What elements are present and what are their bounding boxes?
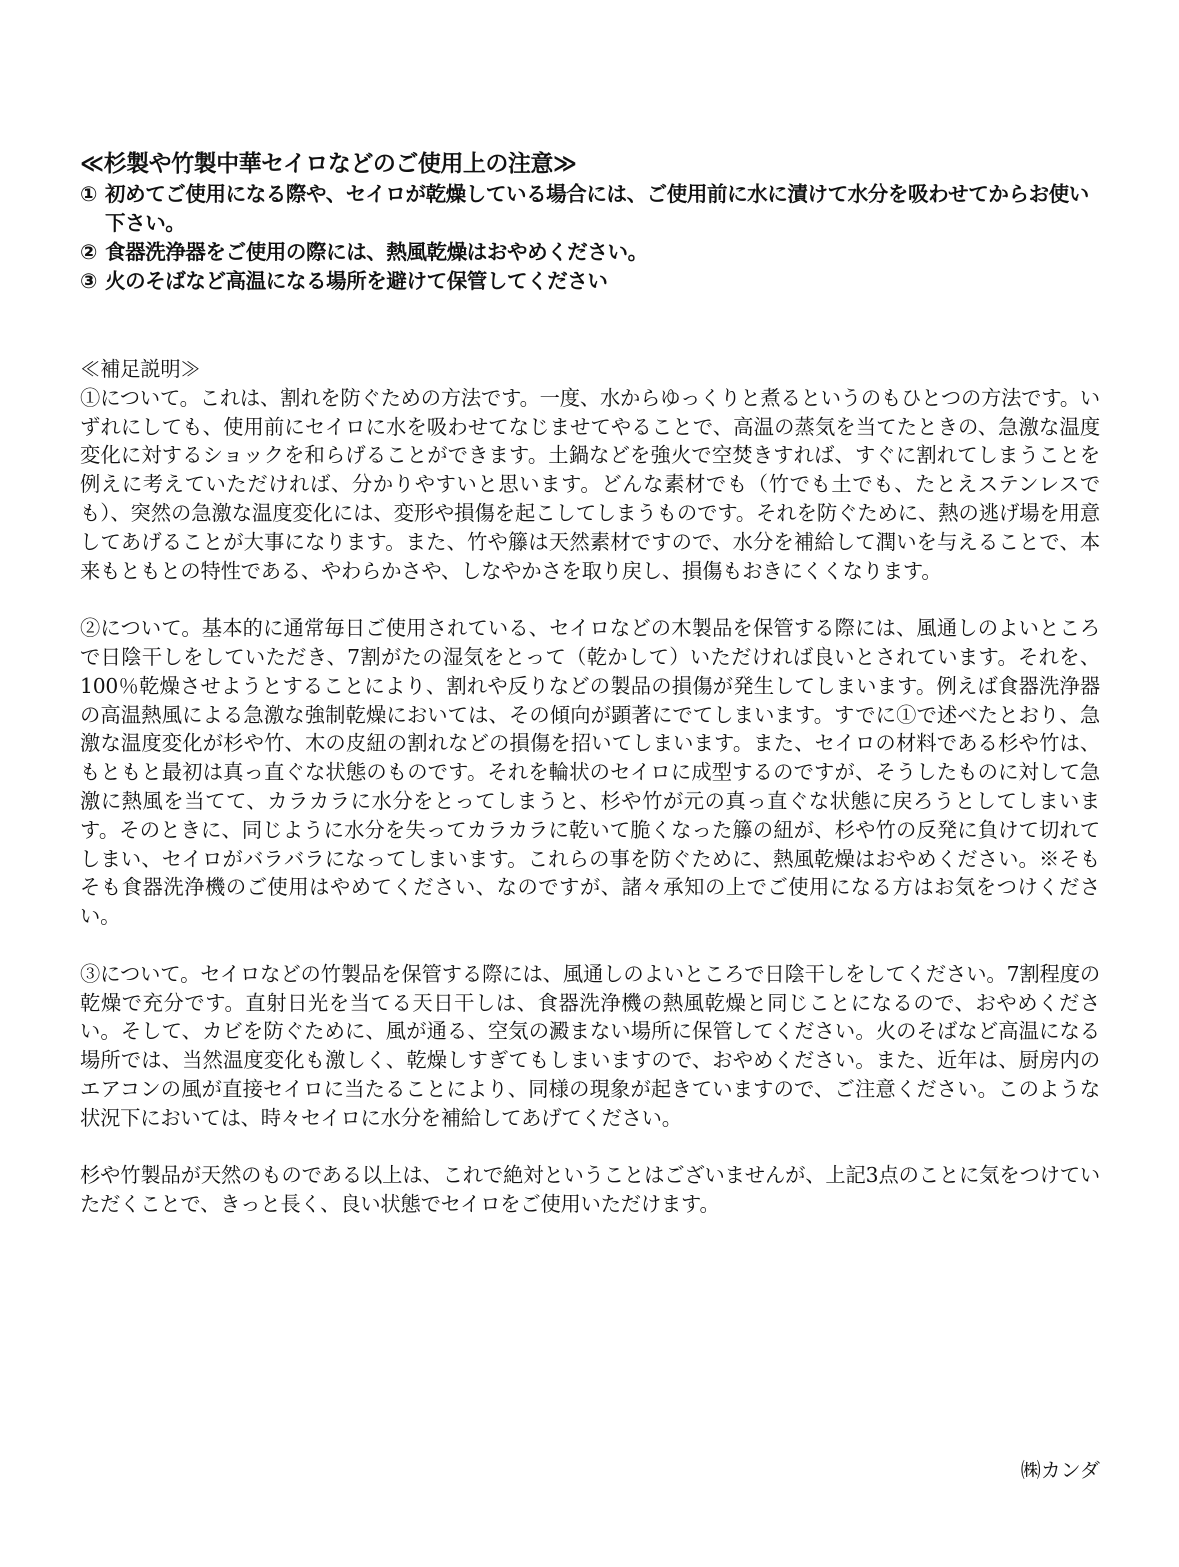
notice-item-1-text: 初めてご使用になる際や、セイロが乾燥している場合には、ご使用前に水に漬けて水分を吸わせてからお使い下さい。 bbox=[105, 182, 1089, 235]
supplement-heading: ≪補足説明≫ bbox=[80, 357, 201, 381]
company-signature: ㈱カンダ bbox=[1020, 1458, 1100, 1482]
notice-item-3-text: 火のそばなど高温になる場所を避けて保管してください bbox=[105, 269, 608, 293]
notice-list bbox=[80, 180, 1100, 296]
closing-paragraph: 杉や竹製品が天然のものである以上は、これで絶対ということはございませんが、上記3点のことに気をつけていただくことで、きっと長く、良い状態でセイロをご使用いただけます。 bbox=[80, 1163, 1100, 1217]
notice-item-1-number: ① bbox=[80, 182, 97, 206]
notice-item-2 bbox=[80, 238, 1100, 267]
supplement-paragraph-1: ①について。これは、割れを防ぐための方法です。一度、水からゆっくりと煮るというのもひとつの方法です。いずれにしても、使用前にセイロに水を吸わせてなじませてやることで、高温の蒸気を当てたときの、急激な温度変化に対するショックを和らげることができます。土鍋などを強火で空焚きすれば、すぐに割れてしまうことを例えに考えていただければ、分かりやすいと思います。どんな素材でも（竹でも土でも、たとえステンレスでも）、突然の急激な温度変化には、変形や損傷を起こしてしまうものです。それを防ぐために、熱の逃げ場を用意してあげることが大事になります。また、竹や籐は天然素材ですので、水分を補給して潤いを与えることで、本来もともとの特性である、やわらかさや、しなやかさを取り戻し、損傷もおきにくくなります。 bbox=[80, 385, 1100, 583]
notice-title: ≪杉製や竹製中華セイロなどのご使用上の注意≫ bbox=[80, 151, 577, 177]
notice-item-3 bbox=[80, 267, 1100, 296]
notice-item-3-number: ③ bbox=[80, 269, 97, 293]
notice-item-1 bbox=[80, 180, 1100, 238]
notice-item-2-number: ② bbox=[80, 240, 97, 264]
supplement-paragraph-2: ②について。基本的に通常毎日ご使用されている、セイロなどの木製品を保管する際には、風通しのよいところで日陰干しをしていただき、7割がたの湿気をとって（乾かして）いただければ良いとされています。それを、100％乾燥させようとすることにより、割れや反りなどの製品の損傷が発生してしまいます。例えば食器洗浄器の高温熱風による急激な強制乾燥においては、その傾向が顕著にでてしまいます。すでに①で述べたとおり、急激な温度変化が杉や竹、木の皮紐の割れなどの損傷を招いてしまいます。また、セイロの材料である杉や竹は、もともと最初は真っ直ぐな状態のものです。それを輪状のセイロに成型するのですが、そうしたものに対して急激に熱風を当てて、カラカラに水分をとってしまうと、杉や竹が元の真っ直ぐな状態に戻ろうとしてしまいます。そのときに、同じように水分を失ってカラカラに乾いて脆くなった籐の紐が、杉や竹の反発に負けて切れてしまい、セイロがバラバラになってしまいます。これらの事を防ぐために、熱風乾燥はおやめください。※そもそも食器洗浄機のご使用はやめてください、なのですが、諸々承知の上でご使用になる方はお気をつけください。 bbox=[80, 616, 1100, 929]
supplement-section bbox=[80, 355, 1100, 1219]
notice-item-2-text: 食器洗浄器をご使用の際には、熱風乾燥はおやめください。 bbox=[105, 240, 648, 264]
supplement-paragraph-3: ③について。セイロなどの竹製品を保管する際には、風通しのよいところで日陰干しをしてください。7割程度の乾燥で充分です。直射日光を当てる天日干しは、食器洗浄機の熱風乾燥と同じことになるので、おやめください。そして、カビを防ぐために、風が通る、空気の澱まない場所に保管してください。火のそばなど高温になる場所では、当然温度変化も激しく、乾燥しすぎてもしまいますので、おやめください。また、近年は、厨房内のエアコンの風が直接セイロに当たることにより、同様の現象が起きていますので、ご注意ください。このような状況下においては、時々セイロに水分を補給してあげてください。 bbox=[80, 961, 1100, 1130]
document-body bbox=[80, 148, 1100, 1219]
